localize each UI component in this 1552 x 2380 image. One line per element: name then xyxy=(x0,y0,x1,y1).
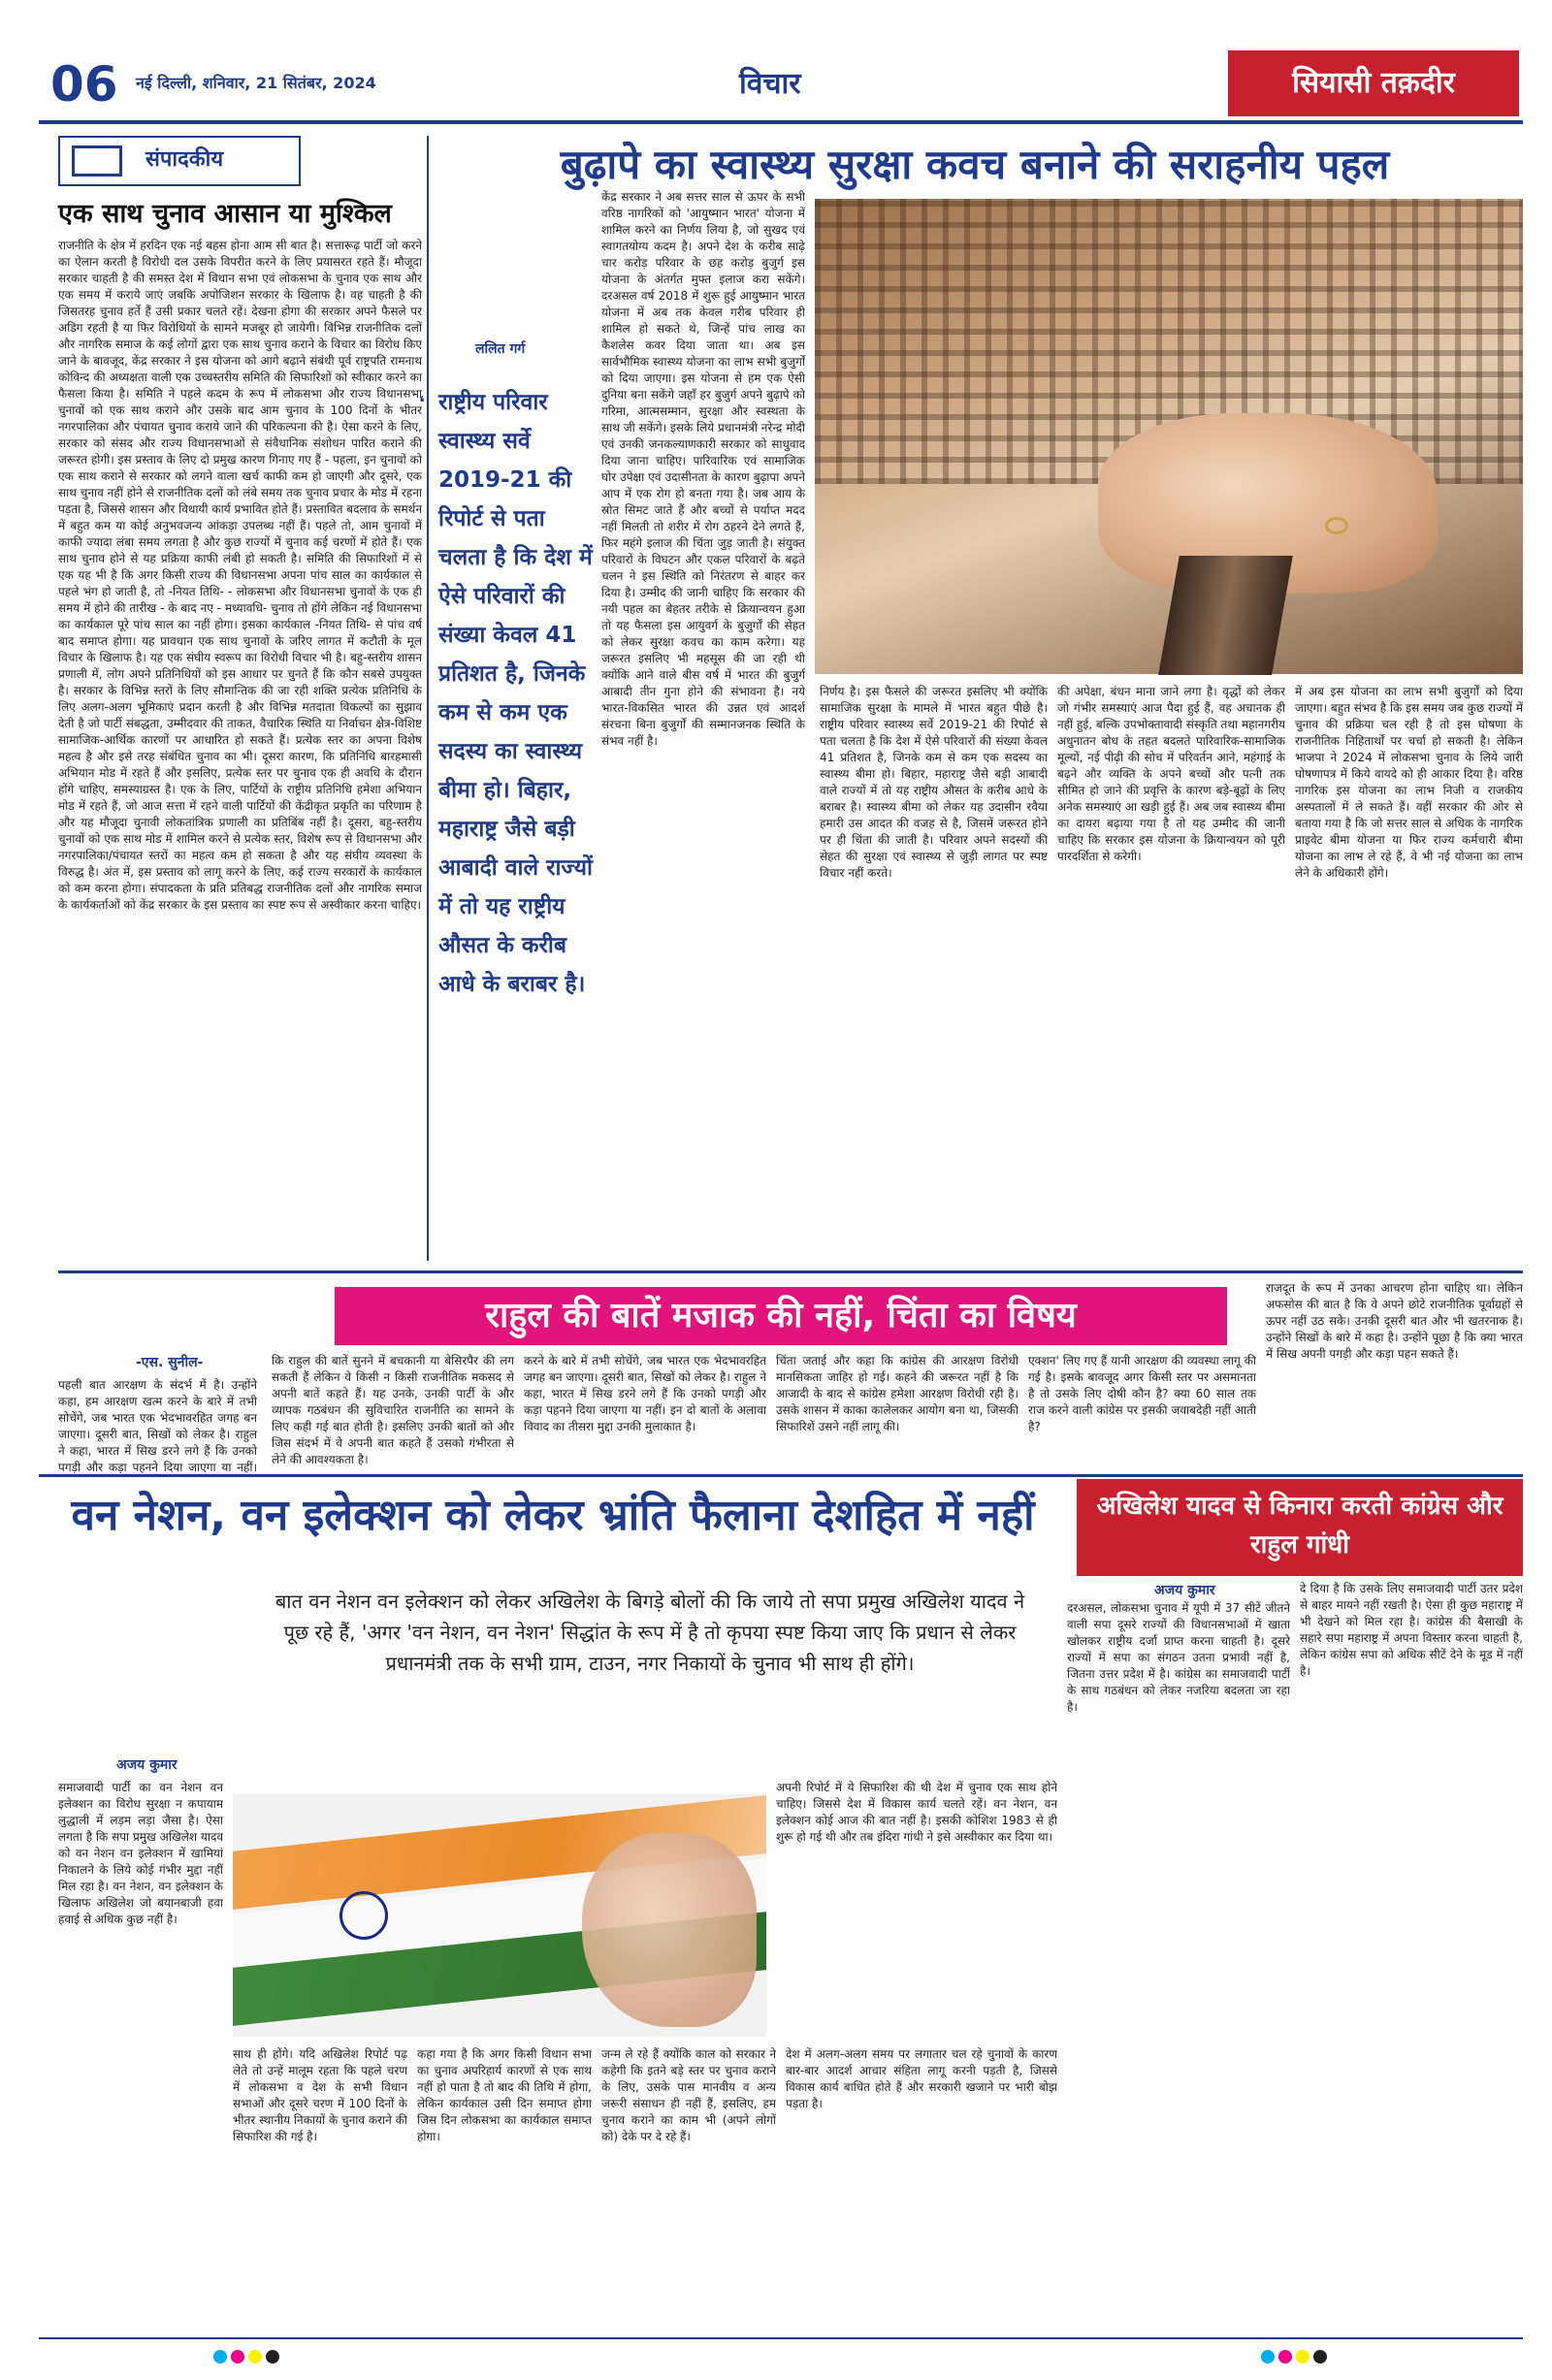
section-title: विचार xyxy=(739,67,801,101)
rahul-headline: राहुल की बातें मजाक की नहीं, चिंता का विषय xyxy=(335,1287,1227,1345)
color-dot xyxy=(1261,2350,1275,2364)
section-rule xyxy=(39,1474,1523,1477)
color-dot xyxy=(1296,2350,1310,2364)
voter-hand xyxy=(582,1833,757,2027)
akhilesh-col1: दरअसल, लोकसभा चुनाव में यूपी में 37 सीटें जीतने वाली सपा दूसरे राज्यों की विधानसभाओं में खाता खोलकर राष्ट्रीय दर्जा प्राप्त करना चाहती है। दूसरे राज्यों में सपा का संगठन उतना प्रभावी नहीं है, जितना उत्तर प्रदेश में है। कांग्रेस का समाजवादी पार्टी के साथ गठबंधन को लेकर नजरिया बदलता जा रहा है। xyxy=(1067,1601,1290,1714)
column-divider xyxy=(427,136,429,1261)
vn-col1: समाजवादी पार्टी का वन नेशन वन इलेक्शन का विरोध सुरक्षा न कपायाम लुद्धाली में लड़म लड़ा जैसा है। ऐसा लगता है कि सपा प्रमुख अखिलेश यादव को वन नेशन वन इलेक्शन में खामियां निकालने के लिये कोई गंभीर मुद्दा नहीं मिल रहा है। वन नेशन, वन इलेक्शन के खिलाफ अखिलेश जो बयानबाजी हवा हवाई से अधिक कुछ नहीं है। xyxy=(58,1781,223,1926)
header-rule xyxy=(39,120,1523,124)
quote-mark-icon: ❛ xyxy=(419,393,425,413)
color-dot xyxy=(266,2350,279,2364)
ring xyxy=(1325,517,1348,534)
rahul-col5: एक्शन' लिए गए हैं यानी आरक्षण की व्यवस्था लागू की गई है। इसके बावजूद अगर किसी स्तर पर असमानता है तो उसके लिए दोषी कौन है? क्या 60 साल तक राज करने वाली कांग्रेस पर इसकी जवाबदेही नहीं आती है? xyxy=(1028,1354,1256,1433)
page-number: 06 xyxy=(50,56,118,113)
health-col2: निर्णय है। इस फैसले की जरूरत इसलिए भी क्योंकि सामाजिक सुरक्षा के मामले में भारत बहुत पीछे है। राष्ट्रीय परिवार स्वास्थ्य सर्वे 2019-21 की रिपोर्ट से पता चलता है कि देश में ऐसे परिवारों की संख्या केवल 41 प्रतिशत है, जिनके कम से कम एक सदस्य का स्वास्थ्य बीमा हो। बिहार, महाराष्ट्र जैसे बड़ी आबादी वाले राज्यों में तो यह राष्ट्रीय औसत के करीब आधे के बराबर है। स्वास्थ्य बीमा को लेकर यह उदासीन रवैया हमारी उस आदत की वजह से है, जिसमें जरूरत होने पर ही चिंता की जाती है। परिवार अपने सदस्यों की सेहत की सुरक्षा एवं स्वास्थ्य से जुड़ी लागत पर स्पष्ट विचार नहीं करते। xyxy=(820,685,1048,880)
vn-col6: देश में अलग-अलग समय पर लगातार चल रहे चुनावों के कारण बार-बार आदर्श आचार संहिता लागू करनी पड़ती है, जिससे विकास कार्य बाधित होते हैं और सरकारी खजाने पर भारी बोझ पड़ता है। xyxy=(786,2047,1057,2110)
editorial-headline: एक साथ चुनाव आसान या मुश्किल xyxy=(58,199,392,229)
health-col3: की अपेक्षा, बंधन माना जाने लगा है। वृद्धों को लेकर जो गंभीर समस्याएं आज पैदा हुई हैं, वह अचानक ही नहीं हुई, बल्कि उपभोक्तावादी संस्कृति तथा महानगरीय अधुनातन बोध के तहत बदलते पारिवारिक-सामाजिक मूल्यों, नई पीढ़ी की सोच में परिवर्तन आने, महंगाई के बढ़ने और व्यक्ति के अपने बच्चों और पत्नी तक सीमित हो जाने की प्रवृत्ति के कारण बड़े-बूढ़ों के लिए अनेक समस्याएं आ खड़ी हुई हैं। अब जब स्वास्थ्य बीमा का दायरा बढ़ाया गया है तो यह उम्मीद की जानी चाहिए कि सरकार इस योजना के क्रियान्वयन को पूरी पारदर्शिता से करेगी। xyxy=(1057,685,1285,863)
rahul-byline: -एस. सुनील- xyxy=(136,1355,204,1370)
color-dot xyxy=(1278,2350,1292,2364)
ashoka-chakra-icon xyxy=(340,1891,388,1940)
akhilesh-headline: अखिलेश यादव से किनारा करती कांग्रेस और राहुल गांधी xyxy=(1077,1479,1523,1576)
rahul-col1: पहली बात आरक्षण के संदर्भ में है। उन्होंने कहा, हम आरक्षण खत्म करने के बारे में तभी सोचेंगे, जब भारत एक भेदभावरहित जगह बन जाएगा। दूसरी बात, सिखों को लेकर है। राहुल ने कहा, भारत में सिख डरने लगे हैं कि उनको पगड़ी और कड़ा पहनने दिया जाएगा या नहीं। xyxy=(58,1378,257,1474)
walking-stick xyxy=(1158,556,1292,675)
health-col4: में अब इस योजना का लाभ सभी बुजुर्गों को दिया जाएगा। बहुत संभव है कि इस समय जब कुछ राज्यों में चुनाव की प्रक्रिया चल रही है तो इस घोषणा के राजनीतिक निहितार्थों पर चर्चा हो सकती है। लेकिन भाजपा ने 2024 में लोकसभा चुनाव के लिये जारी घोषणापत्र में किये वायदे को ही आकार दिया है। वरिष्ठ नागरिक इस योजना का लाभ निजी व राजकीय अस्पतालों में ले सकते हैं। वहीं सरकार की ओर से बताया गया है कि जो सत्तर साल से अधिक के नागरिक प्राइवेट बीमा योजना या फिर राज्य कर्मचारी बीमा योजना का लाभ ले रहे हैं, वे भी नई योजना का लाभ लेने के अधिकारी होंगे। xyxy=(1295,685,1523,880)
rahul-col3: करने के बारे में तभी सोचेंगे, जब भारत एक भेदभावरहित जगह बन जाएगा। दूसरी बात, सिखों को लेकर है। राहुल ने कहा, भारत में सिख डरने लगे हैं कि उनको पगड़ी और कड़ा पहनने दिया जाएगा या नहीं। इन दो बातों के अलावा विवाद का तीसरा मुद्दा उनकी मुलाकात है। xyxy=(524,1354,766,1433)
vn-deck: बात वन नेशन वन इलेक्शन को लेकर अखिलेश के बिगड़े बोलों की कि जाये तो सपा प्रमुख अखिलेश यादव ने पूछ रहे हैं, 'अगर 'वन नेशन, वन नेशन' सिद्धांत के रूप में है तो कृपया स्पष्ट किया जाए कि प्रधान से लेकर प्रधानमंत्री तक के सभी ग्राम, टाउन, नगर निकायों के चुनाव भी साथ ही होंगे। xyxy=(275,1590,1025,1675)
health-col1: केंद्र सरकार ने अब सत्तर साल से ऊपर के सभी वरिष्ठ नागरिकों को 'आयुष्मान भारत' योजना में शामिल करने का निर्णय लिया है, जो सुखद एवं स्वागतयोग्य कदम है। अपने देश के करीब साढ़े चार करोड़ परिवार के छह करोड़ बुजुर्ग इस योजना के अंतर्गत मुफ्त इलाज करा सकेंगे। दरअसल वर्ष 2018 में शुरू हुई आयुष्मान भारत योजना में अब तक केवल गरीब परिवार ही शामिल हो सकते थे, जिन्हें पांच लाख का कैशलेस कवर दिया जाता था। अब इस सार्वभौमिक स्वास्थ्य योजना का लाभ सभी बुजुर्गों को दिया जाएगा। इस योजना से हम एक ऐसी दुनिया बना सकेंगे जहाँ हर बुजुर्ग अपने बुढ़ापे को गरिमा, आत्मसम्मान, सुरक्षा और स्वस्थता के साथ जी सकेंगे। इसके लिये प्रधानमंत्री नरेन्द्र मोदी एवं उनकी जनकल्याणकारी सरकार को साधुवाद दिया जाना चाहिए। पारिवारिक एवं सामाजिक घोर उपेक्षा एवं उदासीनता के कारण बुढ़ापा अपने आप में एक रोग हो बनता गया है। जब आय के स्रोत सिमट जाते हैं और बच्चों से पर्याप्त मदद नहीं मिलती तो शरीर में रोग ठहरने देने लगते हैं, फिर महंगे इलाज की चिंता जुड़ जाती है। संयुक्त परिवारों के विघटन और एकल परिवारों के बढ़ते चलन ने इस स्थिति को निरंतरण से बाहर कर दिया है। उम्मीद की जानी चाहिए कि सरकार की नयी पहल का बेहतर तरीके से क्रियान्वयन हुआ तो यह फैसला इस आयुवर्ग के बुजुर्गों की सेहत को लेकर सुरक्षा कवच का काम करेगा। यह जरूरत इसलिए भी महसूस की जा रही थी क्योंकि आने वाले बीस वर्ष में भारत की बुजुर्ग आबादी तीन गुना होने की संभावना है। नये भारत-विकसित भारत की उन्नत एवं आदर्श संरचना बिना बुजुर्गों की सम्मानजनक स्थिति के संभव नहीं है। xyxy=(601,190,805,748)
registration-dots-left xyxy=(213,2349,283,2367)
akhilesh-byline: अजय कुमार xyxy=(1154,1583,1215,1598)
rahul-col2: कि राहुल की बातें सुनने में बचकानी या बेसिरपैर की लग सकती हैं लेकिन वे किसी न किसी राजनीतिक मकसद से अपनी बातें कहते हैं। यह उनके, उनकी पार्टी के और व्यापक गठबंधन की सुविचारित राजनीति का सामने के लिए कही गई बात होती है। इसलिए उनकी बातों को और जिस संदर्भ में वे अपनी बात कहते हैं उसको गंभीरता से लेने की आवश्यकता है। xyxy=(272,1354,514,1466)
issue-date: नई दिल्ली, शनिवार, 21 सितंबर, 2024 xyxy=(136,74,376,92)
color-dot xyxy=(231,2350,244,2364)
vn-col5: जन्म ले रहे हैं क्योंकि काल को सरकार ने कहेगी कि इतने बड़े स्तर पर चुनाव कराने के लिए, उसके पास मानवीय व अन्य जरूरी संसाधन ही नहीं हैं, इसलिए, हम चुनाव कराने का काम भी (अपने लोगों को) देके पर दे रहे हैं। xyxy=(601,2047,776,2143)
footer-rule xyxy=(39,2337,1523,2339)
editorial-body: राजनीति के क्षेत्र में हरदिन एक नई बहस होना आम सी बात है। सत्तारूढ़ पार्टी जो करने का ऐलान करती है विरोधी दल उसके विपरीत करने के लिए प्रयासरत रहते हैं। मौजूदा सरकार चाहती है की समस्त देश में विधान सभा एवं लोकसभा के चुनाव एक साथ और एक समय में कराये जाएं जबकि अपोजिशन सरकार के खिलाफ है। वह चाहती है की जिसतरह चुनाव हर्ते हैं उसी प्रकार चलते रहें। देखना होगा की सरकार अपने फैसले पर अडिग रहती है या फिर विरोधियों के सामने मजबूर हो जायेगी। विभिन्न राजनीतिक दलों और नागरिक समाज के कई लोगों द्वारा एक साथ चुनाव कराने के विचार का विरोध किए जाने के बावजूद, केंद्र सरकार ने इस योजना को आगे बढ़ाने संबंधी पूर्व राष्ट्रपति रामनाथ कोविन्द की अध्यक्षता वाली एक उच्चस्तरीय समिति की सिफारिशों को स्वीकार करने का फैसला किया है। समिति ने पहले कदम के रूप में लोकसभा और राज्य विधानसभा चुनावों को एक साथ कराने और उसके बाद आम चुनाव के 100 दिनों के भीतर नगरपालिका और पंचायत चुनाव कराये जाने की परिकल्पना की है। ऐसा करने के लिए, सरकार को संसद और राज्य विधानसभाओं से संवैधानिक संशोधन पारित कराने की जरूरत होगी। इस प्रस्ताव के लिए दो प्रमुख कारण गिनाए गए हैं - पहला, इन चुनावों को एक साथ कराने से सरकार को लगने वाला खर्च काफी कम हो जाएगी और दूसरे, एक साथ चुनाव नहीं होने से राजनीतिक दलों को लंबे समय तक चुनाव प्रचार के मोड में रहना पड़ता है, जिससे शासन और विधायी कार्य प्रभावित होते हैं। प्रस्तावित बदलाव के समर्थन में बहुत कम या कोई अनुभवजन्य आंकड़ा उपलब्ध नहीं हैं। पहले तो, आम चुनावों में काफी ज्यादा लंबा समय लगता है और कुछ राज्यों में चुनाव कई चरणों में होते हैं। एक साथ चुनाव होने से यह प्रक्रिया काफी लंबी हो सकती है। समिति की सिफारिशों में से एक यह भी है कि अगर किसी राज्य की विधानसभा अपना पांच साल का कार्यकाल से पहले भंग हो जाती है, तो -नियत तिथि- - लोकसभा और विधानसभा चुनावों के एक ही समय में होने की तारीख - के बाद नए - मध्यावधि- चुनाव तो होंगे लेकिन नई विधानसभा का कार्यकाल पूरे पांच साल का नहीं होगा। इसका कार्यकाल -नियत तिथि- से पांच वर्ष बाद समाप्त होगा। यह प्रावधान एक साथ चुनावों के जरिए लागत में कटौती के मूल विचार के खिलाफ है। यह एक संघीय स्वरूप का विरोधी विचार भी है। बहु-स्तरीय शासन प्रणाली में, लोग अपने प्रतिनिधियों को इस आधार पर चुनते हैं कि कौन सबसे उपयुक्त है। सरकार के विभिन्न स्तरों के लिए सौमान्तिक की जा रही शक्ति प्रत्येक प्रतिनिधि के लिए अलग-अलग भूमिकाएं प्रदान करती है और विभिन्न मतदाता विकल्पों का सुझाव देती है जो पार्टी संबद्धता, उम्मीदवार की ताकत, वैचारिक स्थिति या निर्वाचन क्षेत्र-विशिष्ट सामाजिक-आर्थिक कारणों पर आधारित हो सकते हैं। प्रत्येक स्तर का अपना विशेष महत्व है और इसे तरह संबंधित चुनाव का भी। दूसरा कारण, कि प्रतिनिधि बारहमासी अभियान मोड में रहते हैं और इसलिए, प्रत्येक स्तर पर चुनाव एक ही अवधि के दौरान होंगे चाहिए, समस्याग्रस्त है। एक के लिए, पार्टियों के राष्ट्रीय प्रतिनिधि हमेशा अभियान मोड में रहते हैं, जो आज सत्ता में रहने वाली पार्टियों की केंद्रीकृत प्रकृति का परिणाम है और यह मौजूदा चुनावी लोकतांत्रिक प्रणाली का प्रतिबिंब नहीं है। दूसरा, बहु-स्तरीय चुनावों को एक साथ मोड में शामिल करने से प्रत्येक स्तर, विशेष रूप से विधानसभा और नगरपालिका/पंचायत स्तरों का महत्व कम हो सकता है और यह संघीय व्यवस्था के विरुद्ध है। अंत में, इस प्रस्ताव को लागू करने के लिए, कई राज्य सरकारों के कार्यकाल को कम करना होगा। संपादकता के प्रति प्रतिबद्ध राजनीतिक दलों और नागरिक समाज के कार्यकर्ताओं को केंद्र सरकार के इस प्रस्ताव का स्पष्ट रूप से अस्वीकार करना चाहिए। xyxy=(58,239,422,912)
vn-byline: अजय कुमार xyxy=(116,1757,178,1773)
akhilesh-col2: दे दिया है कि उसके लिए समाजवादी पार्टी उतर प्रदेश से बाहर मायने नहीं रखती है। ऐसा ही कुछ महाराष्ट्र में भी देखने को मिल रहा है। कांग्रेस की बैसाखी के सहारे सपा महाराष्ट्र में अपना विस्तार करना चाहती है, लेकिन कांग्रेस सपा को अधिक सीटें देने के मूड में नहीं है। xyxy=(1300,1582,1523,1678)
vn-col2: अपनी रिपोर्ट में ये सिफारिश की थी देश में चुनाव एक साथ होने चाहिए। जिससे देश में विकास कार्य चलते रहें। वन नेशन, वन इलेक्शन कोई आज की बात नहीं है। इसकी कोशिश 1983 से ही शुरू हो गई थी और तब इंदिरा गांधी ने इसे अस्वीकार कर दिया था। xyxy=(776,1781,1057,1844)
editorial-label: संपादकीय xyxy=(146,147,224,172)
health-byline: ललित गर्ग xyxy=(475,341,526,357)
color-dot xyxy=(1313,2350,1327,2364)
column-tab: सियासी तक़दीर xyxy=(1228,50,1519,116)
rahul-col4: चिंता जताई और कहा कि कांग्रेस की आरक्षण विरोधी मानसिकता जाहिर हो गई। कहने की जरूरत नहीं है कि आजादी के बाद से कांग्रेस हमेशा आरक्षण विरोधी रही है। उसके शासन में काका कालेलकर आयोग बना था, जिसकी सिफारिशें उसने नहीं लागू की। xyxy=(776,1354,1018,1433)
vn-headline: वन नेशन, वन इलेक्शन को लेकर भ्रांति फैलाना देशहित में नहीं xyxy=(71,1491,1035,1540)
indian-flag-photo xyxy=(233,1794,766,2037)
health-pull-quote: राष्ट्रीय परिवार स्वास्थ्य सर्वे 2019-21 की रिपोर्ट से पता चलता है कि देश में ऐसे परिवारों की संख्या केवल 41 प्रतिशत है, जिनके कम से कम एक सदस्य का स्वास्थ्य बीमा हो। बिहार, महाराष्ट्र जैसे बड़ी आबादी वाले राज्यों में तो यह राष्ट्रीय औसत के करीब आधे के बराबर है। xyxy=(438,390,593,997)
health-headline: बुढ़ापे का स्वास्थ्य सुरक्षा कवच बनाने की सराहनीय पहल xyxy=(560,141,1390,188)
color-dot xyxy=(213,2350,227,2364)
vn-col4: कहा गया है कि अगर किसी विधान सभा का चुनाव अपरिहार्य कारणों से एक साथ नहीं हो पाता है तो बाद की तिथि में होगा, लेकिन कार्यकाल उसी दिन समाप्त होगा जिस दिन लोकसभा का कार्यकाल समाप्त होगा। xyxy=(417,2047,592,2143)
editorial-square-icon xyxy=(72,145,122,177)
color-dot xyxy=(248,2350,262,2364)
rahul-col6: राजदूत के रूप में उनका आचरण होना चाहिए था। लेकिन अफसोस की बात है कि वे अपने छोटे राजनीतिक पूर्वाग्रहों से ऊपर नहीं उठ सके। उनकी दूसरी बात और भी खतरनाक है। उन्होंने सिखों के बारे में कहा है। उन्होंने पूछा है कि क्या भारत में सिख अपनी पगड़ी और कड़ा पहन सकते हैं। xyxy=(1266,1281,1523,1361)
registration-dots-right xyxy=(1261,2349,1331,2367)
elderly-hands-photo xyxy=(815,199,1523,674)
vn-col3: साथ ही होंगे। यदि अखिलेश रिपोर्ट पढ़ लेते तो उन्हें मालूम रहता कि पहले चरण में लोकसभा व देश के सभी विधान सभाओं और दूसरे चरण में 100 दिनों के भीतर स्थानीय निकायों के चुनाव कराने की सिफारिश की गई है। xyxy=(233,2047,407,2143)
